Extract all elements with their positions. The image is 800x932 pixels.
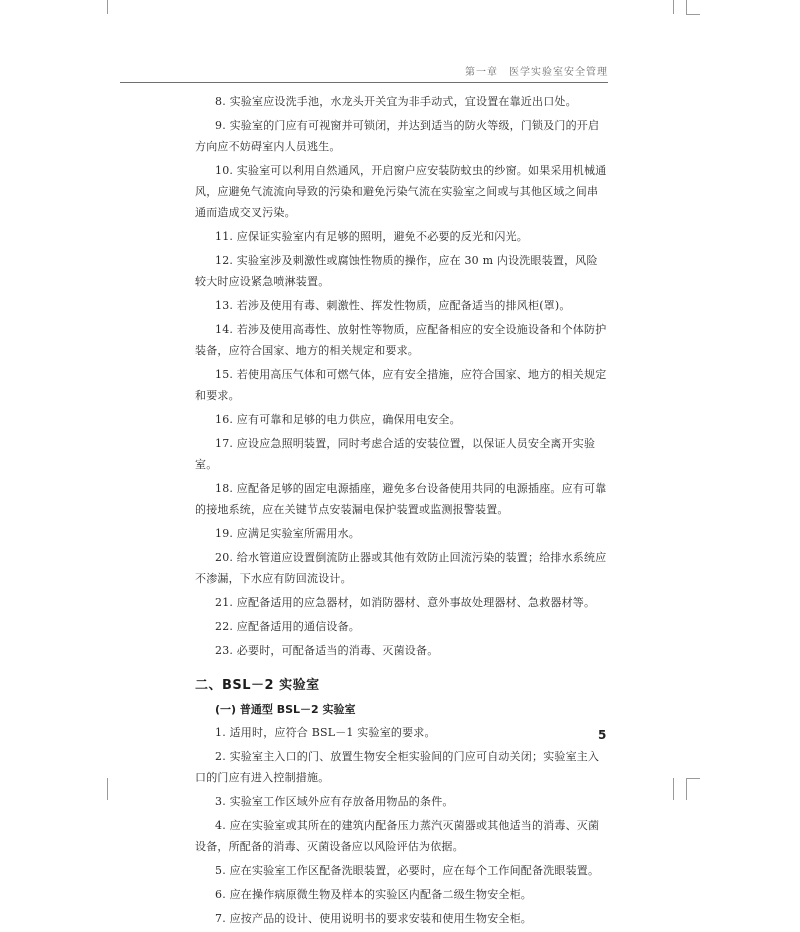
paragraph: 7. 应按产品的设计、使用说明书的要求安装和使用生物安全柜。 <box>215 912 532 925</box>
paragraph: 16. 应有可靠和足够的电力供应，确保用电安全。 <box>215 413 461 426</box>
paragraph: 10. 实验室可以利用自然通风，开启窗户应安装防蚊虫的纱窗。如果采用机械通风，应避免气流流向导致的污染和避免污染气流在实验室之间或与其他区域之间串通而造成交叉污染。 <box>195 164 607 219</box>
paragraph: 15. 若使用高压气体和可燃气体，应有安全措施，应符合国家、地方的相关规定和要求。 <box>195 368 607 402</box>
crop-mark-top-left <box>107 0 108 14</box>
paragraph: 18. 应配备足够的固定电源插座，避免多台设备使用共同的电源插座。应有可靠的接地系统，应在关键节点安装漏电保护装置或监测报警装置。 <box>195 482 607 516</box>
page-header <box>120 56 608 83</box>
paragraph: 17. 应设应急照明装置，同时考虑合适的安装位置，以保证人员安全离开实验室。 <box>195 437 596 471</box>
paragraph: 19. 应满足实验室所需用水。 <box>215 527 360 540</box>
paragraph: 21. 应配备适用的应急器材，如消防器材、意外事故处理器材、急救器材等。 <box>215 596 596 609</box>
paragraph: 4. 应在实验室或其所在的建筑内配备压力蒸汽灭菌器或其他适当的消毒、灭菌设备，所配备的消毒、灭菌设备应以风险评估为依据。 <box>195 819 600 853</box>
paragraph: 14. 若涉及使用高毒性、放射性等物质，应配备相应的安全设施设备和个体防护装备，应符合国家、地方的相关规定和要求。 <box>195 323 607 357</box>
paragraph: 22. 应配备适用的通信设备。 <box>215 620 360 633</box>
paragraph: 9. 实验室的门应有可视窗并可锁闭，并达到适当的防火等级，门锁及门的开启方向应不妨碍室内人员逃生。 <box>195 119 600 153</box>
crop-mark-right-bottom <box>686 778 700 779</box>
crop-mark-bottom-right-a <box>673 778 674 800</box>
paragraph: 3. 实验室工作区域外应有存放备用物品的条件。 <box>215 795 454 808</box>
crop-mark-right-top <box>686 14 700 15</box>
section-heading: 二、BSL－2 实验室 <box>195 678 320 693</box>
paragraph: 13. 若涉及使用有毒、刺激性、挥发性物质，应配备适当的排风柜(罩)。 <box>215 299 571 312</box>
paragraph: 20. 给水管道应设置倒流防止器或其他有效防止回流污染的装置；给排水系统应不渗漏，下水应有防回流设计。 <box>195 551 607 585</box>
crop-mark-top-right-b <box>686 0 687 14</box>
paragraph: 5. 应在实验室工作区配备洗眼装置，必要时，应在每个工作间配备洗眼装置。 <box>215 864 600 877</box>
paragraph: 6. 应在操作病原微生物及样本的实验区内配备二级生物安全柜。 <box>215 888 532 901</box>
paragraph: 12. 实验室涉及刺激性或腐蚀性物质的操作，应在 30 m 内设洗眼装置，风险较大时应设紧急喷淋装置。 <box>195 254 598 288</box>
paragraph: 1. 适用时，应符合 BSL－1 实验室的要求。 <box>215 726 436 739</box>
paragraph: 11. 应保证实验室内有足够的照明，避免不必要的反光和闪光。 <box>215 230 528 243</box>
paragraph: 23. 必要时，可配备适当的消毒、灭菌设备。 <box>215 644 439 657</box>
paragraph: 2. 实验室主入口的门、放置生物安全柜实验间的门应可自动关闭；实验室主入口的门应有进入控制措施。 <box>195 750 600 784</box>
page-number: 5 <box>598 728 607 742</box>
crop-mark-bottom-right-b <box>686 778 687 800</box>
subsection-heading: (一) 普通型 BSL－2 实验室 <box>215 703 356 716</box>
crop-mark-top-right-a <box>673 0 674 14</box>
running-title: 第一章 医学实验室安全管理 <box>465 67 608 78</box>
page-body <box>195 91 607 932</box>
crop-mark-bottom-left <box>107 778 108 800</box>
paragraph: 8. 实验室应设洗手池，水龙头开关宜为非手动式，宜设置在靠近出口处。 <box>215 95 577 108</box>
